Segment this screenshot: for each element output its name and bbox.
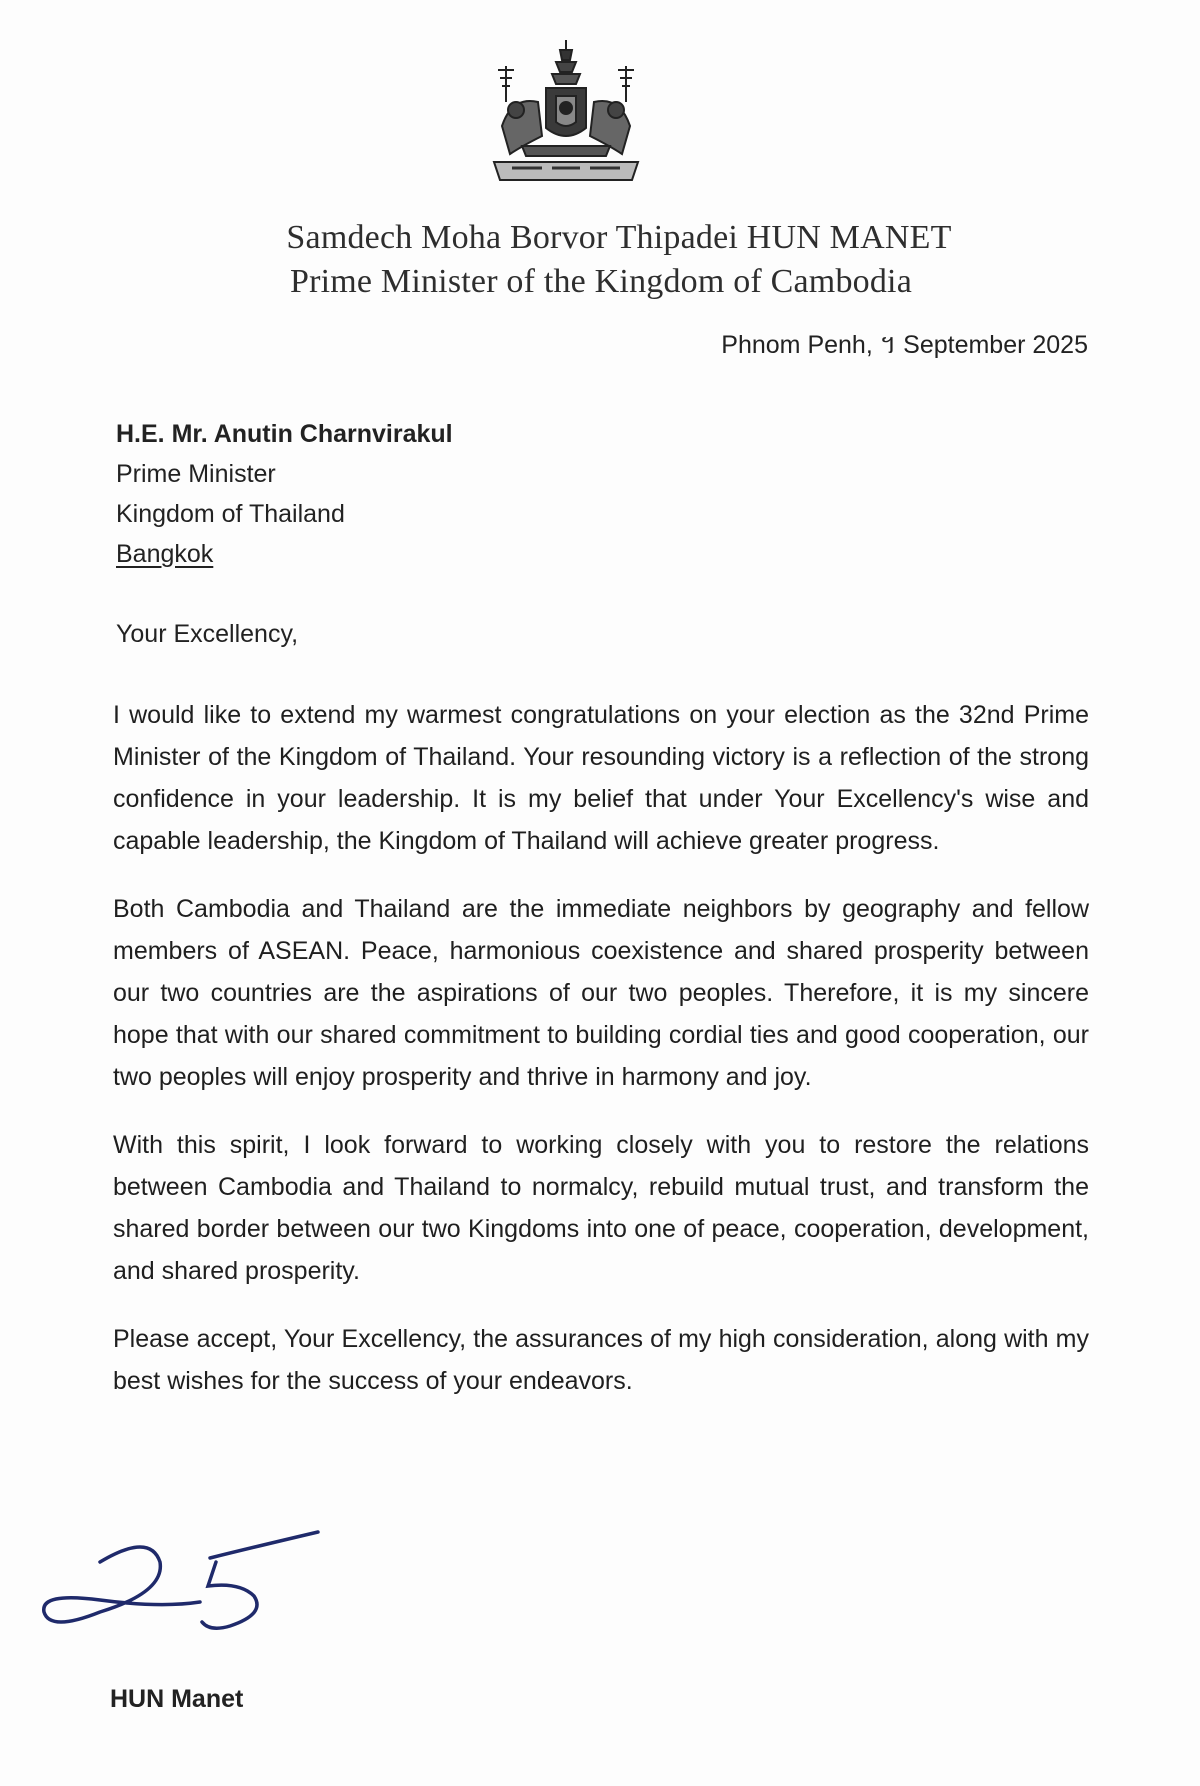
letter-header	[0, 216, 1200, 304]
place-and-date: Phnom Penh, ។ September 2025	[721, 331, 1088, 359]
body-paragraph-1: I would like to extend my warmest congratulations on your election as the 32nd Prime Minister of the Kingdom of Thailand. Your resounding victory is a reflection of the strong confidence in your leadership. It is my belief that under Your Excellency's wise and capable leadership, the Kingdom of Thailand will achieve greater progress.	[113, 701, 1089, 855]
handwritten-signature-icon	[40, 1522, 340, 1662]
salutation: Your Excellency,	[116, 620, 299, 648]
letter-body	[113, 694, 1089, 1428]
sender-title: Prime Minister of the Kingdom of Cambodia	[289, 263, 912, 300]
body-paragraph-4: Please accept, Your Excellency, the assurances of my high consideration, along with my best wishes for the success of your endeavors.	[113, 1325, 1089, 1395]
addressee-country: Kingdom of Thailand	[116, 500, 345, 528]
signer-name: HUN Manet	[110, 1685, 244, 1713]
addressee-title: Prime Minister	[116, 460, 276, 488]
body-paragraph-2: Both Cambodia and Thailand are the immediate neighbors by geography and fellow members of ASEAN. Peace, harmonious coexistence and shared prosperity between our two countries are the aspirations of our two peoples. Therefore, it is my sincere hope that with our shared commitment to building cordial ties and good cooperation, our two peoples will enjoy prosperity and thrive in harmony and joy.	[113, 895, 1089, 1091]
sender-name: Samdech Moha Borvor Thipadei HUN MANET	[286, 219, 952, 256]
addressee-city: Bangkok	[116, 540, 214, 568]
royal-coat-of-arms-icon	[482, 36, 650, 192]
addressee-name: H.E. Mr. Anutin Charnvirakul	[116, 420, 453, 448]
body-paragraph-3: With this spirit, I look forward to working closely with you to restore the relations between Cambodia and Thailand to normalcy, rebuild mutual trust, and transform the shared border between our two Kingdoms into one of peace, cooperation, development, and shared prosperity.	[113, 1131, 1089, 1285]
addressee-block	[116, 414, 453, 574]
